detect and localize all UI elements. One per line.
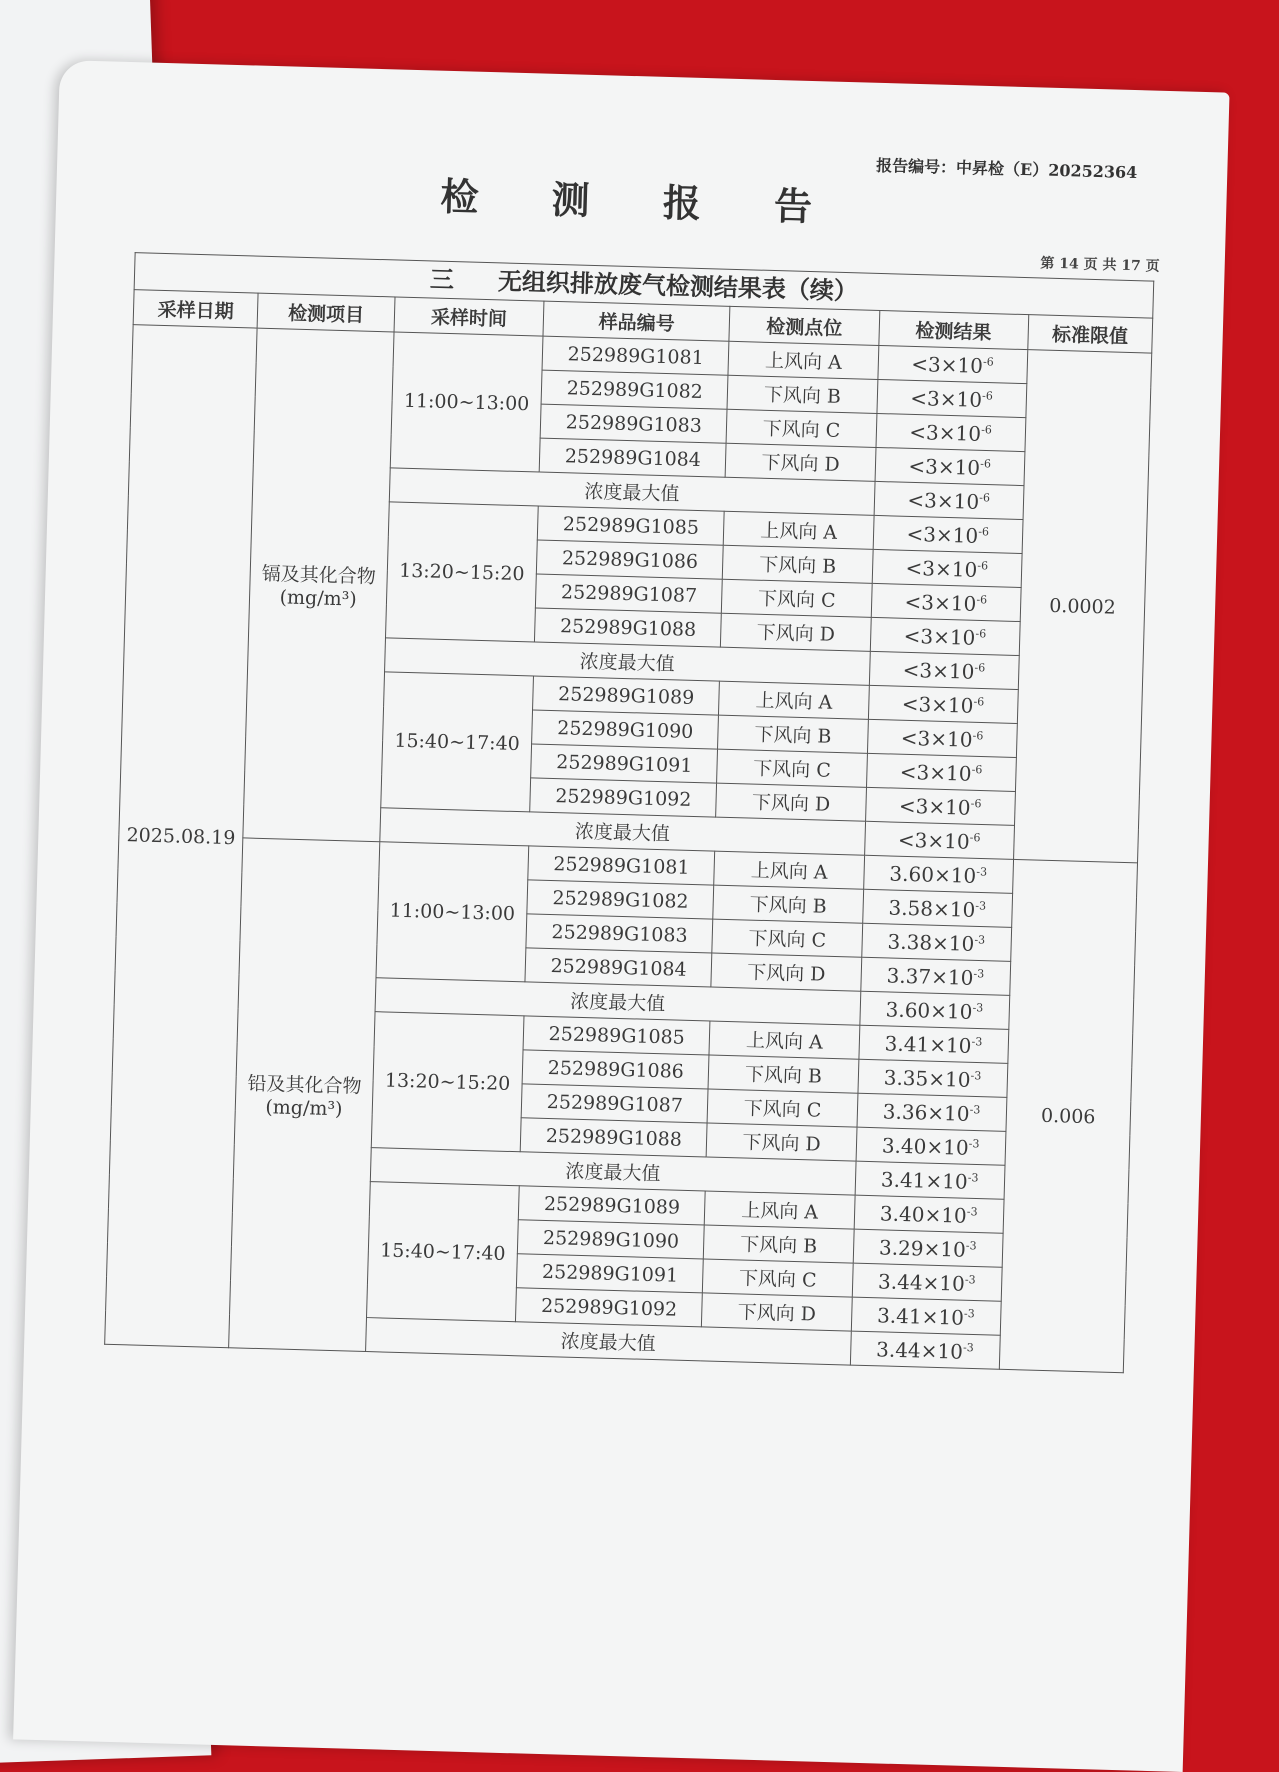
test-result [877,345,1027,383]
sample-id: 252989G1087 [535,574,722,613]
sampling-point: 上风向 A [728,341,878,379]
result-exponent: -3 [964,1272,976,1286]
sampling-point: 下风向 B [713,885,863,923]
standard-limit: 0.006 [999,859,1138,1372]
table-body [105,325,1152,1373]
result-exponent: -3 [967,1170,979,1184]
max-label: 浓度最大值 [380,808,865,856]
result-mantissa: <3×10 [909,419,982,446]
test-result [860,957,1010,995]
sampling-point: 下风向 D [716,783,866,821]
sample-id: 252989G1089 [533,676,720,715]
result-exponent: -6 [980,422,993,437]
sample-id: 252989G1092 [530,778,717,817]
result-mantissa: <3×10 [897,827,971,854]
sampling-point: 下风向 C [722,579,872,617]
result-exponent: -3 [974,932,986,947]
result-mantissa: 3.36×10 [882,1098,970,1126]
result-mantissa: <3×10 [903,623,976,650]
sampling-point: 上风向 A [724,511,874,549]
result-exponent: -3 [963,1306,975,1320]
results-table [104,289,1153,1373]
test-result [876,413,1026,451]
result-exponent: -6 [975,626,987,640]
result-mantissa: 3.35×10 [883,1064,971,1092]
result-mantissa: 3.29×10 [878,1234,967,1262]
result-mantissa: <3×10 [901,691,974,718]
test-result [867,719,1017,757]
sampling-point: 下风向 D [707,1123,857,1161]
sampling-point: 下风向 D [726,443,876,481]
result-mantissa: <3×10 [899,759,972,786]
test-result [872,549,1022,587]
max-label: 浓度最大值 [389,468,874,516]
test-result [870,617,1020,655]
result-exponent: -3 [972,1000,984,1014]
test-result [861,923,1011,961]
sampling-date: 2025.08.19 [105,325,258,1348]
test-result [866,753,1016,791]
sample-id: 252989G1083 [540,404,727,443]
result-exponent: -3 [973,966,985,981]
sampling-point: 上风向 A [705,1191,855,1229]
sample-id: 252989G1084 [539,438,726,477]
report-number: 报告编号：中昇检（E）20252364 [875,155,1138,183]
sampling-time: 13:20~15:20 [385,502,538,642]
test-result [863,855,1013,893]
result-mantissa: <3×10 [904,589,977,616]
sample-id: 252989G1088 [520,1118,707,1157]
result-mantissa: 3.41×10 [884,1030,972,1058]
result-mantissa: <3×10 [902,657,975,684]
result-mantissa: 3.44×10 [877,1268,966,1296]
standard-limit: 0.0002 [1013,350,1152,863]
result-exponent: -3 [966,1204,978,1218]
test-result [858,1025,1008,1063]
result-exponent: -3 [969,1102,981,1116]
result-mantissa: <3×10 [905,555,978,582]
result-mantissa: <3×10 [907,487,980,514]
test-result [871,583,1021,621]
sample-id: 252989G1086 [536,540,723,579]
sampling-point: 下风向 D [702,1293,852,1331]
result-exponent: -3 [976,864,988,879]
test-item: 镉及其化合物(mg/m³) [243,328,394,842]
test-result [852,1263,1002,1301]
result-exponent: -3 [975,898,987,913]
table-section-number: 三 [429,264,455,295]
header-date: 采样日期 [133,290,258,328]
sample-id: 252989G1082 [541,370,728,409]
sampling-point: 下风向 C [708,1089,858,1127]
max-result [859,991,1009,1029]
result-exponent: -6 [981,388,994,403]
header-item: 检测项目 [257,293,395,332]
sampling-point: 下风向 B [727,375,877,413]
header-limit: 标准限值 [1027,315,1152,353]
result-exponent: -6 [977,558,989,572]
sampling-point: 下风向 C [717,749,867,787]
sample-id: 252989G1084 [525,948,712,987]
max-label: 浓度最大值 [370,1148,855,1196]
result-exponent: -6 [979,490,991,504]
sample-id: 252989G1081 [542,336,729,375]
result-exponent: -6 [982,354,994,369]
result-mantissa: <3×10 [906,521,979,548]
sample-id: 252989G1090 [532,710,719,749]
result-exponent: -6 [974,660,986,674]
sampling-time: 15:40~17:40 [366,1182,519,1322]
result-mantissa: 3.37×10 [886,962,974,990]
test-result [857,1093,1007,1131]
test-result [856,1127,1006,1165]
sampling-time: 13:20~15:20 [371,1012,524,1152]
result-exponent: -3 [965,1238,977,1252]
sampling-point: 下风向 C [727,409,877,447]
test-result [877,379,1027,417]
sample-id: 252989G1091 [531,744,718,783]
sample-id: 252989G1083 [526,914,713,953]
sampling-point: 下风向 B [708,1055,858,1093]
sample-id: 252989G1082 [527,880,714,919]
test-result [853,1229,1003,1267]
result-mantissa: 3.41×10 [876,1302,965,1330]
result-mantissa: 3.41×10 [880,1166,969,1194]
sample-id: 252989G1085 [537,506,724,545]
max-label: 浓度最大值 [375,978,860,1026]
header-time: 采样时间 [394,297,544,336]
result-exponent: -3 [962,1340,974,1354]
result-exponent: -6 [971,762,983,776]
max-label: 浓度最大值 [366,1318,851,1366]
result-exponent: -6 [980,456,992,470]
sample-id: 252989G1087 [521,1084,708,1123]
sample-id: 252989G1088 [534,608,721,647]
header-result: 检测结果 [878,310,1028,349]
test-result [862,889,1012,927]
result-exponent: -6 [973,694,985,708]
sample-id: 252989G1085 [523,1016,710,1055]
table-title-text: 无组织排放废气检测结果表（续） [497,266,859,306]
test-result [865,787,1015,825]
sampling-point: 下风向 B [704,1225,854,1263]
result-exponent: -6 [969,830,981,844]
sampling-point: 下风向 B [723,545,873,583]
test-result [854,1195,1004,1233]
result-exponent: -3 [968,1136,980,1150]
header-point: 检测点位 [729,306,879,345]
result-exponent: -6 [976,592,988,606]
sample-id: 252989G1086 [522,1050,709,1089]
sample-id: 252989G1092 [516,1288,703,1327]
test-item: 铅及其化合物(mg/m³) [229,838,380,1352]
sampling-point: 下风向 D [711,953,861,991]
sampling-time: 11:00~13:00 [376,842,529,982]
max-result [874,481,1024,519]
sampling-point: 下风向 B [718,715,868,753]
result-mantissa: <3×10 [909,385,983,412]
result-mantissa: 3.60×10 [889,860,977,888]
sampling-point: 上风向 A [709,1021,859,1059]
sampling-point: 下风向 C [712,919,862,957]
sampling-point: 上风向 A [719,681,869,719]
test-result [858,1059,1008,1097]
sampling-point: 上风向 A [714,851,864,889]
sample-id: 252989G1090 [517,1220,704,1259]
max-label: 浓度最大值 [384,638,869,686]
test-result [868,685,1018,723]
result-exponent: -6 [978,524,990,538]
max-result [855,1161,1005,1199]
sample-id: 252989G1091 [516,1254,703,1293]
test-result [873,515,1023,553]
sample-id: 252989G1089 [518,1186,705,1225]
result-exponent: -3 [971,1034,983,1048]
result-mantissa: 3.38×10 [887,928,975,956]
result-exponent: -3 [970,1068,982,1082]
report-page [13,60,1229,1772]
result-mantissa: <3×10 [900,725,973,752]
header-sample: 样品编号 [543,301,730,341]
sampling-time: 15:40~17:40 [381,672,534,812]
result-mantissa: <3×10 [908,453,981,480]
sample-id: 252989G1081 [528,846,715,885]
max-result [850,1331,1000,1369]
sampling-point: 下风向 D [721,613,871,651]
document-title: 检 测 报 告 [439,173,843,230]
result-mantissa: 3.40×10 [879,1200,968,1228]
max-result [869,651,1019,689]
result-mantissa: <3×10 [910,351,984,378]
result-mantissa: 3.60×10 [885,996,973,1024]
result-exponent: -6 [972,728,984,742]
result-exponent: -6 [970,796,982,810]
result-mantissa: 3.44×10 [875,1336,964,1364]
result-mantissa: <3×10 [898,793,971,820]
test-result [875,447,1025,485]
result-mantissa: 3.58×10 [888,894,976,922]
test-result [851,1297,1001,1335]
page-indicator: 第 14 页 共 17 页 [1040,255,1160,275]
result-mantissa: 3.40×10 [881,1132,969,1160]
sampling-point: 下风向 C [703,1259,853,1297]
results-table-wrapper [104,252,1154,1373]
max-result [864,821,1014,859]
sampling-time: 11:00~13:00 [390,332,543,472]
